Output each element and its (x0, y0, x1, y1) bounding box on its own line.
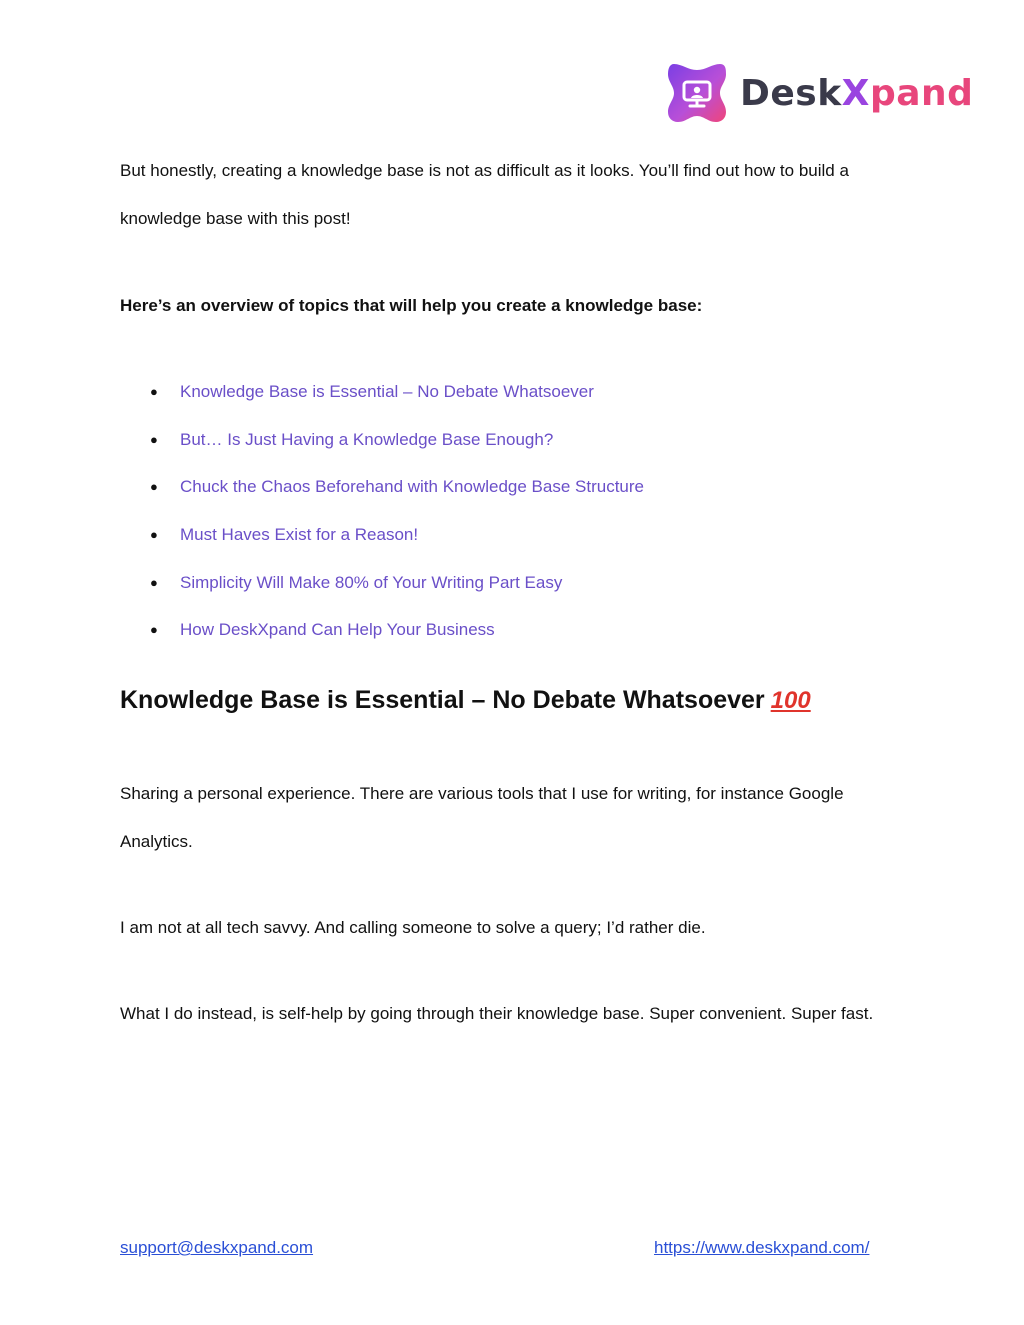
intro-paragraph: But honestly, creating a knowledge base is not as difficult as it looks. You’ll find out how to build a knowledge base with this post! (120, 161, 849, 228)
bullet-icon: ● (150, 431, 158, 447)
brand-name (740, 73, 973, 114)
bullet-icon: ● (150, 479, 158, 495)
list-item (150, 559, 644, 607)
toc-link[interactable]: Knowledge Base is Essential – No Debate Whatsoever (180, 382, 594, 401)
toc-link[interactable]: Must Haves Exist for a Reason! (180, 525, 419, 545)
support-email-link[interactable]: support@deskxpand.com (120, 1238, 314, 1257)
website-link[interactable]: https://www.deskxpand.com/ (654, 1238, 870, 1257)
bullet-icon: ● (150, 384, 158, 399)
toc-link[interactable]: Chuck the Chaos Beforehand with Knowledge Base Structure (180, 477, 644, 497)
section-paragraph: Sharing a personal experience. There are various tools that I use for writing, for instance Google Analytics. (120, 784, 844, 851)
brand-logo (664, 60, 973, 126)
logo-icon (664, 60, 730, 126)
toc-link[interactable]: How DeskXpand Can Help Your Business (180, 620, 495, 640)
section-paragraph: What I do instead, is self-help by going through their knowledge base. Super convenient. Super fast. (120, 1004, 874, 1023)
list-item (150, 606, 644, 654)
overview-heading: Here’s an overview of topics that will help you create a knowledge base: (120, 296, 703, 315)
toc-link[interactable]: But… Is Just Having a Knowledge Base Enough? (180, 429, 554, 449)
list-item (150, 463, 644, 511)
brand-name-part2: X (841, 72, 870, 114)
list-item (150, 511, 644, 559)
section-heading-text: Knowledge Base is Essential – No Debate Whatsoever (120, 686, 765, 714)
bullet-icon: ● (150, 527, 158, 543)
hundred-points-icon: 100 (770, 687, 811, 714)
list-item (150, 416, 644, 464)
list-item (150, 368, 644, 416)
toc-link[interactable]: Simplicity Will Make 80% of Your Writing Part Easy (180, 572, 563, 592)
brand-name-part1: Desk (740, 72, 842, 114)
section-heading (120, 680, 811, 721)
brand-name-part3: pand (869, 72, 974, 114)
bullet-icon: ● (150, 622, 158, 638)
topics-list (150, 368, 644, 654)
bullet-icon: ● (150, 574, 158, 590)
section-paragraph: I am not at all tech savvy. And calling someone to solve a query; I’d rather die. (120, 918, 706, 937)
